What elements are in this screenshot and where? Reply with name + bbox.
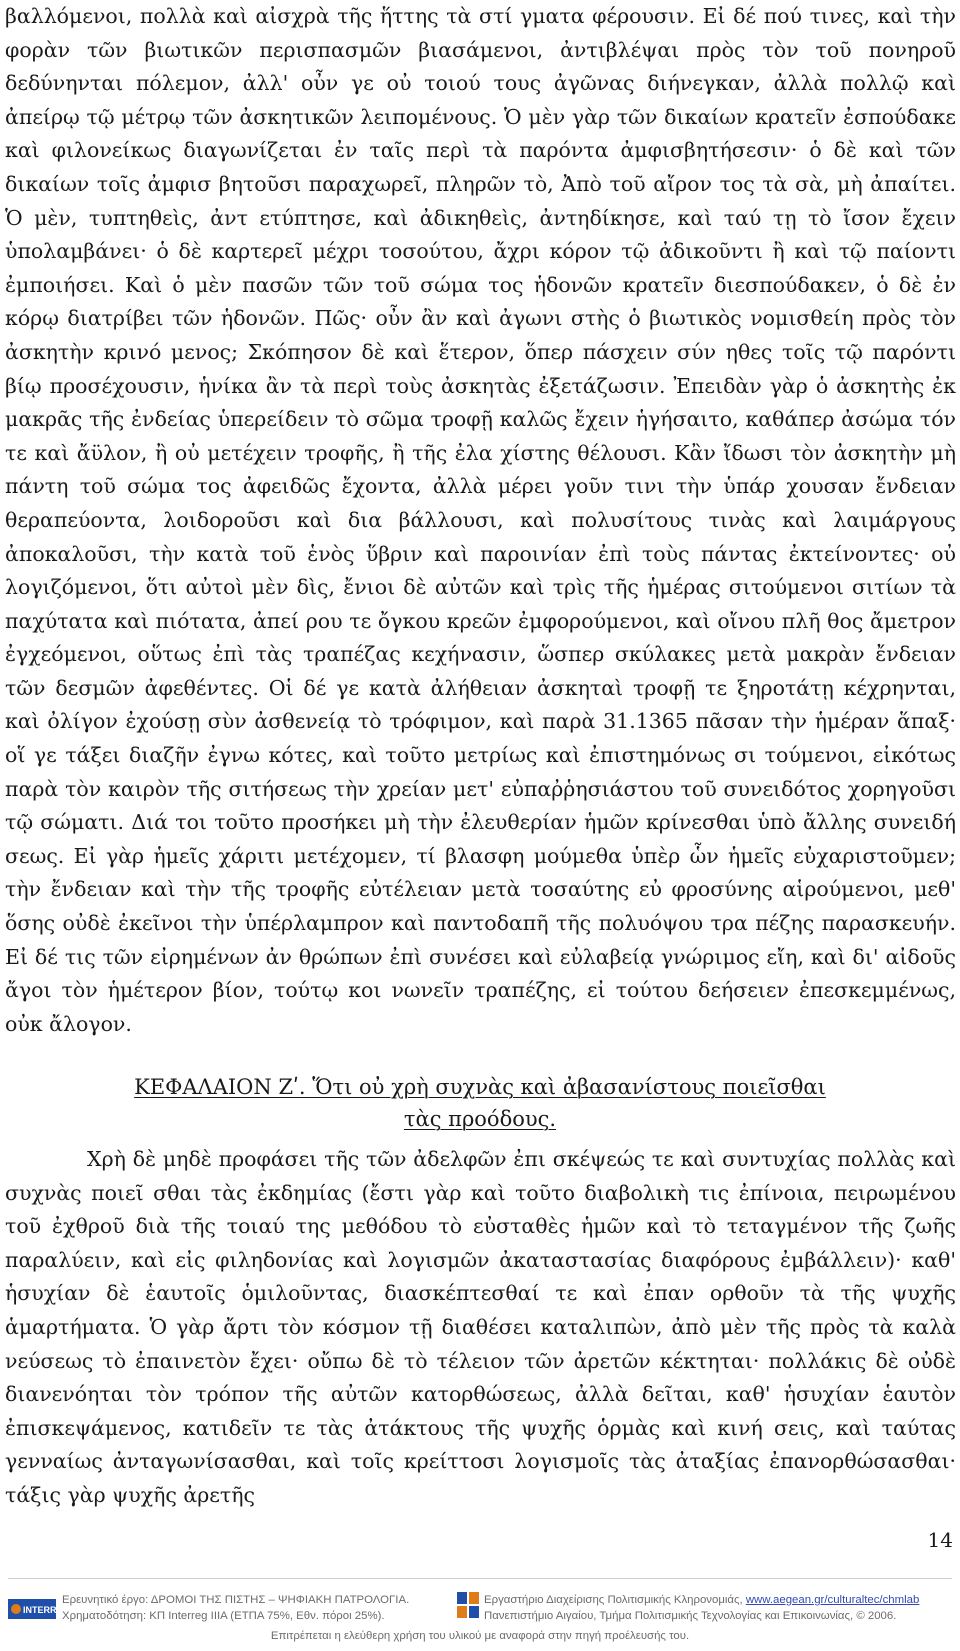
chapter-heading: [120, 1071, 840, 1135]
lab-logo-icon: [457, 1592, 479, 1620]
interreg-logo-icon: [8, 1596, 80, 1622]
interreg-logo-text: INTERREG III: [23, 1605, 80, 1615]
lab-line-text: Εργαστήριο Διαχείρισης Πολιτισμικής Κληρονομιάς,: [484, 1594, 746, 1606]
page-number: 14: [927, 1528, 953, 1552]
body-paragraph-2: Χρὴ δὲ μηδὲ προφάσει τῆς τῶν ἀδελφῶν ἐπι σκέψεώς τε καὶ συντυχίας πολλὰς καὶ συχνὰς ποιεῖ σθαι τὰς ἐκδημίας (ἔστι γὰρ καὶ τοῦτο διαβολικὴ τις ἐπίνοια, πειρωμένου τοῦ ἐχθροῦ διὰ τῆς τοιαύ της μεθόδου τὸ εὐσταθὲς ἡμῶν καὶ τὸ τεταγμένον τῆς ζωῆς παραλύειν, καὶ εἰς φιληδονίας καὶ λογισμῶν ἀκαταστασίας διαφόρους ἐμβάλλειν)· καθ' ἡσυχίαν δὲ ἑαυτοῖς ὁμιλοῦντας, διασκέπτεσθαί τε καὶ ἐπαν ορθοῦν τὰ τῆς ψυχῆς ἁμαρτήματα. Ὁ γὰρ ἄρτι τὸν κόσμον τῇ διαθέσει καταλιπὼν, ἀπὸ μὲν τῆς πρὸς τὰ καλὰ νεύσεως τὸ ἐπαινετὸν ἔχει· οὔπω δὲ τὸ τέλειον τῶν ἀρετῶν κέκτηται· πολλάκις δὲ οὐδὲ διανενόηται τὸν τρόπον τῆς αὐτῶν κατορθώσεως, ἀλλὰ δεῖται, καθ' ἡσυχίαν ἑαυτὸν ἐπισκεψάμενος, κατιδεῖν τε τὰς ἀτάκτους τῆς ψυχῆς ὁρμὰς καὶ κινή σεις, καὶ ταύτας γενναίως ἀνταγωνίσασθαι, καὶ τοῖς κρείττοσι λογισμοῖς τὰς ἀταξίας ἐπανορθώσασθαι· τάξις γὰρ ψυχῆς ἀρετῆς: [5, 1147, 956, 1507]
footer-project-info: [62, 1592, 432, 1624]
lab-line: [484, 1592, 954, 1608]
footer: [0, 1572, 960, 1651]
lab-website-link[interactable]: www.aegean.gr/culturaltec/chmlab: [745, 1594, 920, 1606]
footer-lab-info: [484, 1592, 954, 1624]
footer-divider: [8, 1578, 952, 1579]
chapter-heading-text: ΚΕΦΑΛΑΙΟΝ Ζʹ. Ὅτι οὐ χρὴ συχνὰς καὶ ἀβασανίστους ποιεῖσθαι τὰς προόδους.: [134, 1075, 826, 1131]
funding-line: Χρηματοδότηση: ΚΠ Interreg IIIA (ΕΤΠΑ 75%, Εθν. πόροι 25%).: [62, 1610, 385, 1622]
university-line: Πανεπιστήμιο Αιγαίου, Τμήμα Πολιτισμικής Τεχνολογίας και Επικοινωνίας, © 2006.: [484, 1610, 897, 1622]
body-paragraph-1: βαλλόμενοι, πολλὰ καὶ αἰσχρὰ τῆς ἥττης τὰ στί γματα φέρουσιν. Εἰ δέ πού τινες, καὶ τὴν φορὰν τῶν βιωτικῶν περισπασμῶν βιασάμενοι, ἀντιβλέψαι πρὸς τὸν τοῦ πονηροῦ δεδύνηνται πόλεμον, ἀλλ' οὖν γε οὐ τοιού τους ἀγῶνας διήνεγκαν, ἀλλὰ πολλῷ καὶ ἀπείρῳ τῷ μέτρῳ τῶν ἀσκητικῶν λειπομένους. Ὁ μὲν γὰρ τῶν δικαίων κρατεῖν ἐσπούδακε καὶ φιλονείκως διαγωνίζεται ἐν ταῖς περὶ τὰ παρόντα ἀμφισβητήσεσιν· ὁ δὲ καὶ τῶν δικαίων τοῖς ἀμφισ βητοῦσι παραχωρεῖ, πληρῶν τὸ, Ἀπὸ τοῦ αἴρον τος τὰ σὰ, μὴ ἀπαίτει. Ὁ μὲν, τυπτηθεὶς, ἀντ ετύπτησε, καὶ ἀδικηθεὶς, ἀντηδίκησε, καὶ ταύ τῃ τὸ ἴσον ἔχειν ὑπολαμβάνει· ὁ δὲ καρτερεῖ μέχρι τοσούτου, ἄχρι κόρον τῷ ἀδικοῦντι ἢ καὶ τῷ παίοντι ἐμποιήσει. Καὶ ὁ μὲν πασῶν τῶν τοῦ σώμα τος ἡδονῶν κρατεῖν διεσπούδακεν, ὁ δὲ ἐν κόρῳ διατρίβει τῶν ἡδονῶν. Πῶς· οὖν ἂν καὶ ἀγωνι στὴς ὁ βιωτικὸς νομισθείη πρὸς τὸν ἀσκητὴν κρινό μενος; Σκόπησον δὲ καὶ ἕτερον, ὅπερ πάσχειν σύν ηθες τοῖς τῷ παρόντι βίῳ προσέχουσιν, ἡνίκα ἂν τὰ περὶ τοὺς ἀσκητὰς ἐξετάζωσιν. Ἐπειδὰν γὰρ ὁ ἀσκητὴς ἐκ μακρᾶς τῆς ἐνδείας ὑπερείδειν τὸ σῶμα τροφῇ καλῶς ἔχειν ἡγήσαιτο, καθάπερ ἀσώμα τόν τε καὶ ἄϋλον, ἢ οὐ μετέχειν τροφῆς, ἢ τῆς ἐλα χίστης θέλουσι. Κἂν ἴδωσι τὸν ἀσκητὴν μὴ πάντη τοῦ σώμα τος ἀφειδῶς ἔχοντα, ἀλλὰ μέρει γοῦν τινι τὴν ὑπάρ χουσαν ἔνδειαν θεραπεύοντα, λοιδοροῦσι καὶ δια βάλλουσι, καὶ πολυσίτους τινὰς καὶ λαιμάργους ἀποκαλοῦσι, τὴν κατὰ τοῦ ἑνὸς ὕβριν καὶ παροινίαν ἐπὶ τοὺς πάντας ἐκτείνοντες· οὐ λογιζόμενοι, ὅτι αὐτοὶ μὲν δὶς, ἔνιοι δὲ αὐτῶν καὶ τρὶς τῆς ἡμέρας σιτούμενοι σιτίων τὰ παχύτατα καὶ πιότατα, ἀπεί ρου τε ὄγκου κρεῶν ἐμφορούμενοι, καὶ οἴνου πλῆ θος ἄμετρον ἐγχεόμενοι, οὕτως ἐπὶ τὰς τραπέζας κεχήνασιν, ὥσπερ σκύλακες μετὰ μακρὰν ἔνδειαν τῶν δεσμῶν ἀφεθέντες. Οἱ δέ γε κατὰ ἀλήθειαν ἀσκηταὶ τροφῇ τε ξηροτάτῃ κέχρηνται, καὶ ὀλίγον ἐχούσῃ σὺν ἀσθενείᾳ τὸ τρόφιμον, καὶ παρὰ 31.1365 πᾶσαν τὴν ἡμέραν ἅπαξ· οἵ γε τάξει διαζῆν ἐγνω κότες, καὶ τοῦτο μετρίως καὶ ἐπιστημόνως σι τούμενοι, εἰκότως παρὰ τὸν καιρὸν τῆς σιτήσεως τὴν χρείαν μετ' εὐπαῤῥησιάστου τοῦ συνειδότος χορηγοῦσι τῷ σώματι. Διά τοι τοῦτο προσήκει μὴ τὴν ἐλευθερίαν ἡμῶν κρίνεσθαι ὑπὸ ἄλλης συνειδή σεως. Εἰ γὰρ ἡμεῖς χάριτι μετέχομεν, τί βλασφη μούμεθα ὑπὲρ ὧν ἡμεῖς εὐχαριστοῦμεν; τὴν ἔνδειαν καὶ τὴν τῆς τροφῆς εὐτέλειαν μετὰ τοσαύτης εὐ φροσύνης αἱρούμενοι, μεθ' ὅσης οὐδὲ ἐκεῖνοι τὴν ὑπέρλαμπρον καὶ παντοδαπῆ τῆς πολυόψου τρα πέζης παρασκευήν. Εἰ δέ τις τῶν εἰρημένων ἀν θρώπων ἐπὶ συνέσει καὶ εὐλαβείᾳ γνώριμος εἴη, καὶ δι' αἰδοῦς ἄγοι τὸν ἡμέτερον βίον, τούτῳ κοι νωνεῖν τραπέζης, εἰ τούτου δεήσειεν ἐπεσκεμμένως, οὐκ ἄλογον.: [5, 4, 956, 1036]
usage-notice: Επιτρέπεται η ελεύθερη χρήση του υλικού με αναφορά στην πηγή προέλευσής του.: [270, 1630, 690, 1642]
project-line: Ερευνητικό έργο: ΔΡΟΜΟΙ ΤΗΣ ΠΙΣΤΗΣ – ΨΗΦΙΑΚΗ ΠΑΤΡΟΛΟΓΙΑ.: [62, 1594, 410, 1606]
